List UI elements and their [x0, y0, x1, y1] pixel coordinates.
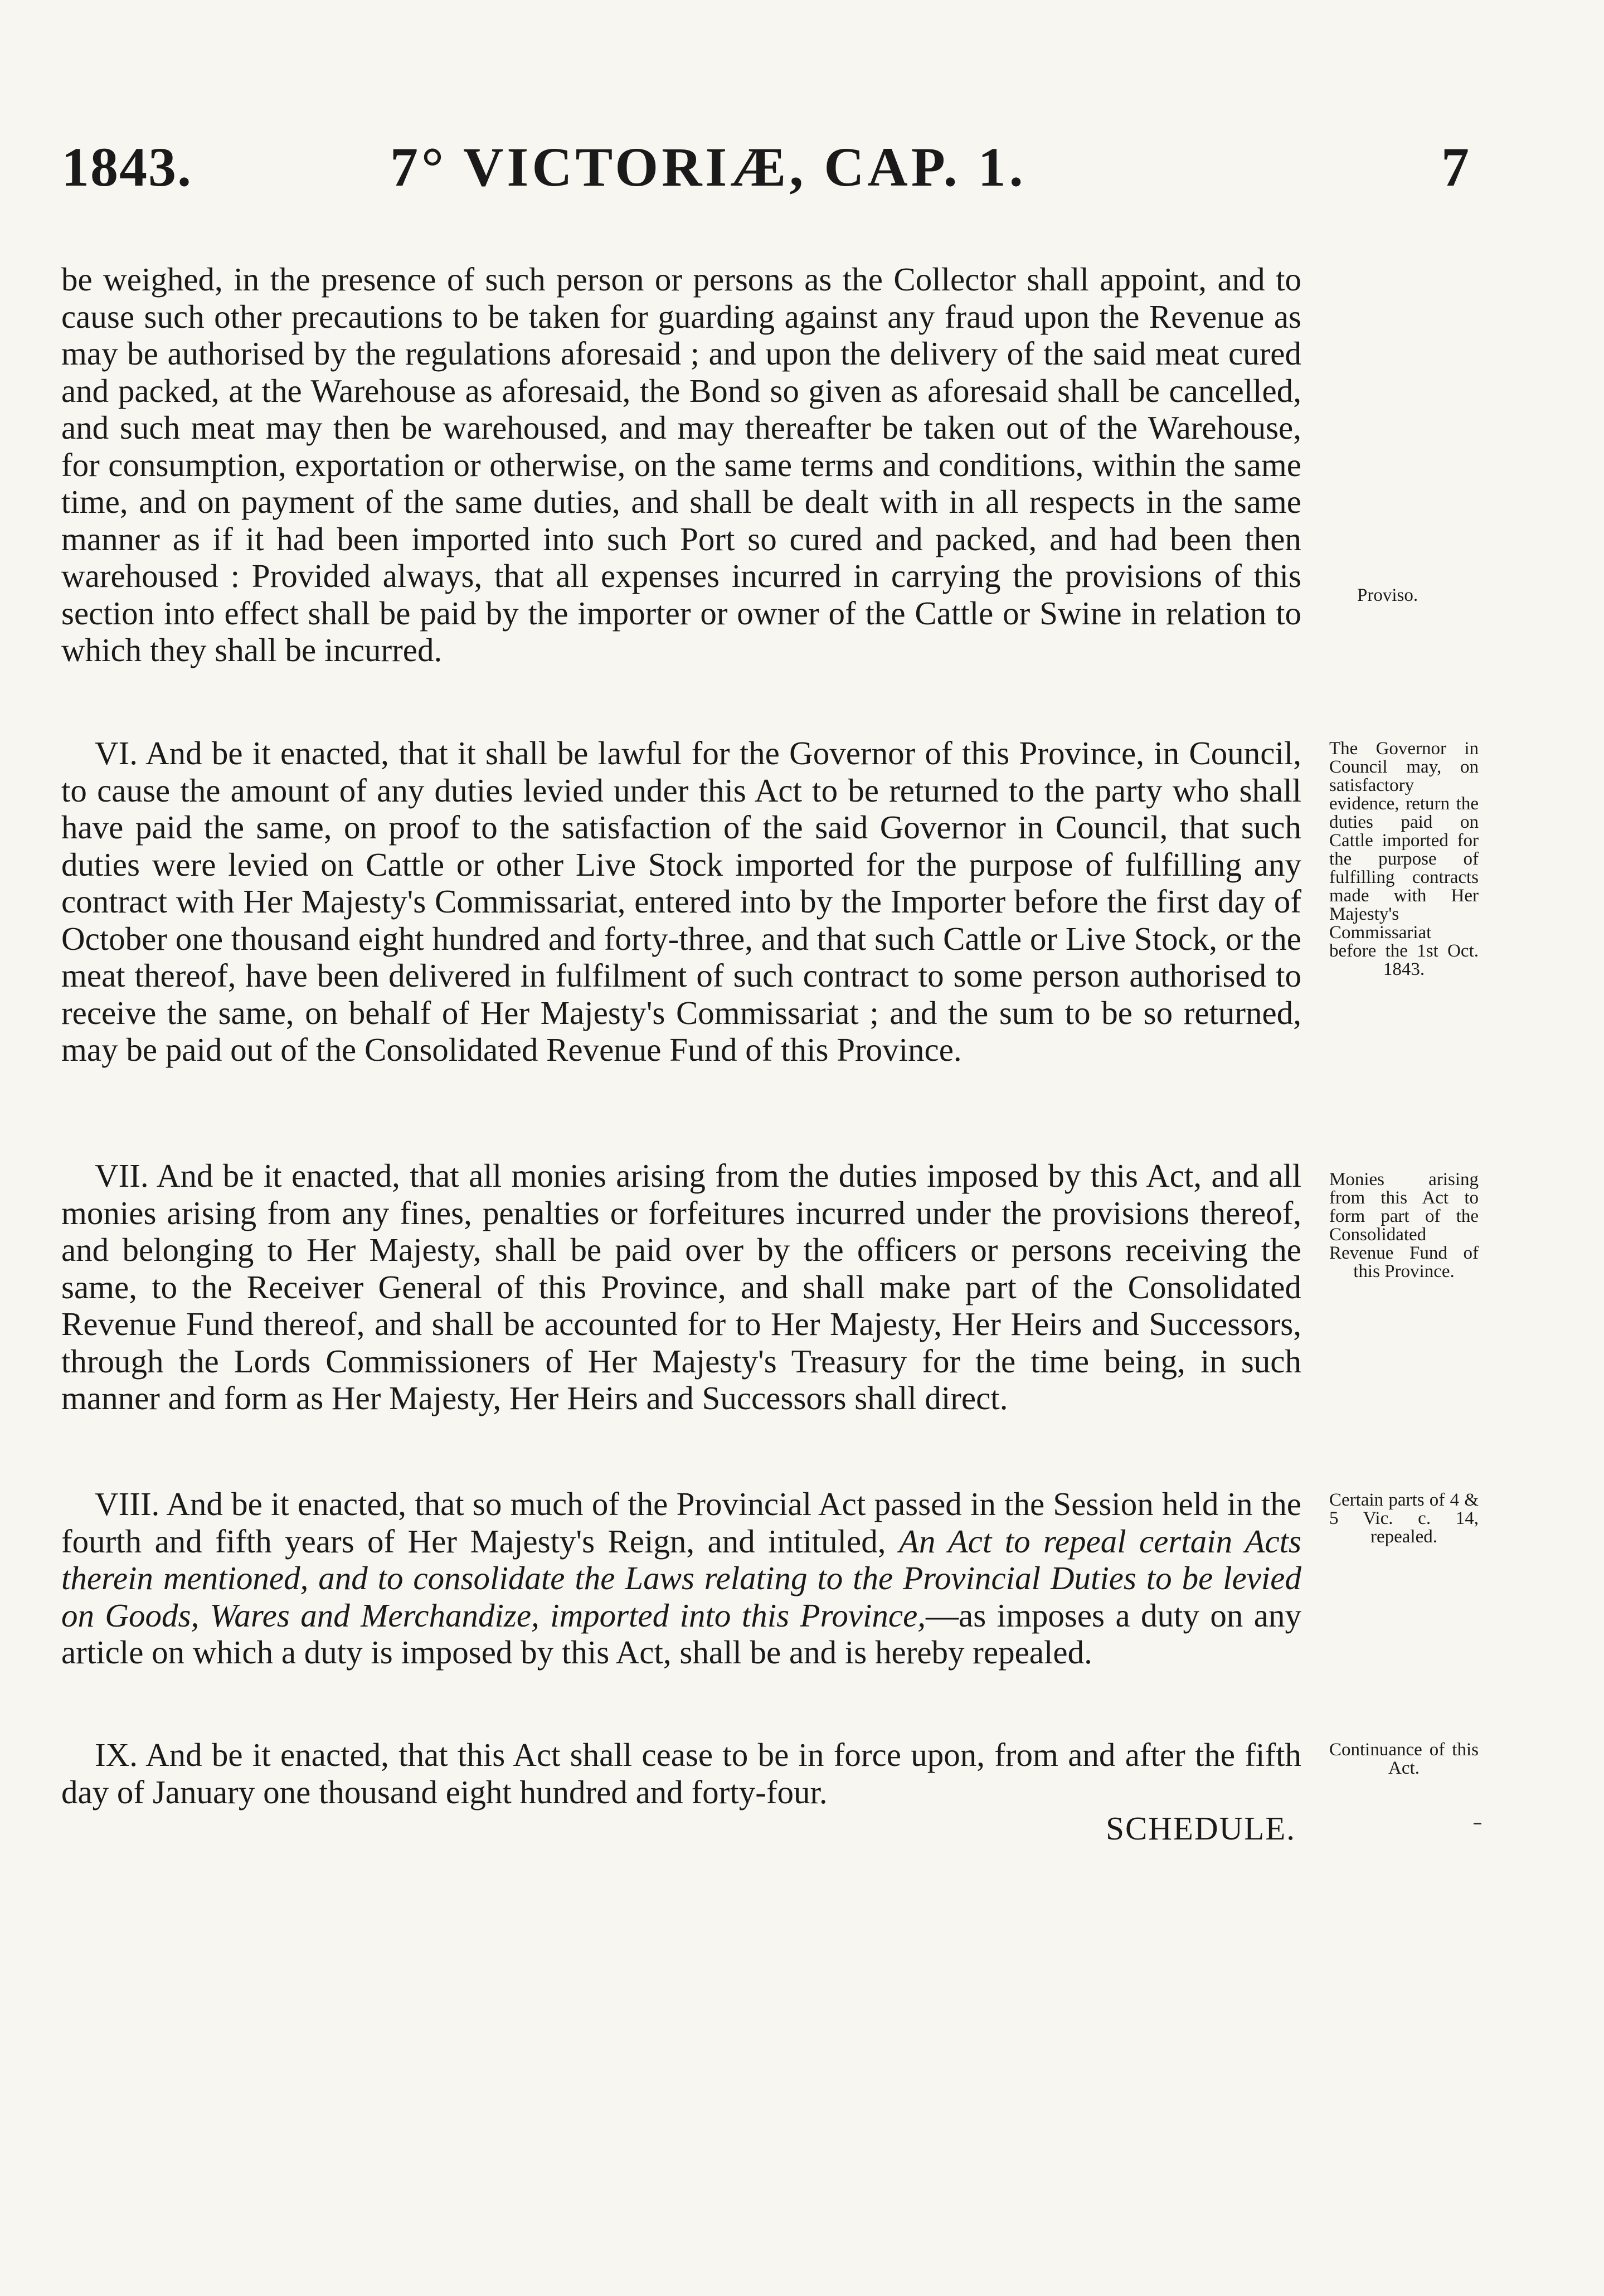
margin-note-section-8: Certain parts of 4 & 5 Vic. c. 14, repealed. — [1329, 1490, 1479, 1547]
continuation-paragraph — [61, 261, 1301, 669]
margin-note-section-6: The Governor in Council may, on satisfactory evidence, return the duties paid on Cattle imported for the purpose of fulfilling contracts made with Her Majesty's Commissariat before the 1st Oct. 1843. — [1329, 739, 1479, 979]
section-7 — [61, 1157, 1301, 1417]
header-title: 7° VICTORIÆ, CAP. 1. — [390, 136, 1027, 198]
section-8-text — [61, 1486, 1301, 1671]
margin-note-section-7: Monies arising from this Act to form part of the Consolidated Revenue Fund of this Province. — [1329, 1169, 1479, 1282]
section-6 — [61, 735, 1301, 1069]
section-8-text-b: —as imposes a duty on any article on which a duty is imposed by this Act, shall be and is hereby repealed. — [61, 1596, 1301, 1671]
schedule-catchword: SCHEDULE. — [1106, 1810, 1296, 1847]
section-7-text: VII. And be it enacted, that all monies arising from the duties imposed by this Act, and all monies arising from any fines, penalties or forfeitures incurred under the provisions thereof, and belonging to Her Majesty, shall be paid over by the officers or persons receiving the same, to the Receiver General of this Province, and shall make part of the Consolidated Revenue Fund thereof, and shall be accounted for to Her Majesty, Her Heirs and Successors, through the Lords Commissioners of Her Majesty's Treasury for the time being, in such manner and form as Her Majesty, Her Heirs and Successors shall direct. — [61, 1157, 1301, 1416]
header-year: 1843. — [61, 136, 192, 198]
repealed-act-title: An Act to repeal certain Acts therein mentioned, and to consolidate the Laws relating to the Provincial Duties to be levied on Goods, Wares and Merchandize, imported into this Province, — [61, 1522, 1302, 1634]
section-6-text: VI. And be it enacted, that it shall be lawful for the Governor of this Province, in Council, to cause the amount of any duties levied under this Act to be returned to the party who shall have paid the same, on proof to the satisfaction of the said Governor in Council, that such duties were levied on Cattle or other Live Stock imported for the purpose of fulfilling any contract with Her Majesty's Commissariat, entered into by the Importer before the first day of October one thousand eight hundred and forty-three, and that such Cattle or Live Stock, or the meat thereof, have been delivered in fulfilment of such contract to some person authorised to receive the same, on behalf of Her Majesty's Commissariat ; and the sum to be so returned, may be paid out of the Consolidated Revenue Fund of this Province. — [61, 735, 1301, 1068]
section-9-text: IX. And be it enacted, that this Act shall cease to be in force upon, from and after the fifth day of January one thousand eight hundred and forty-four. — [61, 1736, 1301, 1810]
page-number: 7 — [1441, 136, 1470, 198]
margin-note-proviso: Proviso. — [1357, 585, 1418, 605]
section-9 — [61, 1736, 1301, 1810]
continuation-text: be weighed, in the presence of such person or persons as the Collector shall appoint, and to cause such other precautions to be taken for guarding against any fraud upon the Revenue as may be authorised by the regulations aforesaid ; and upon the delivery of the said meat cured and packed, at the Warehouse as aforesaid, the Bond so given as aforesaid shall be cancelled, and such meat may then be warehoused, and may thereafter be taken out of the Warehouse, for consumption, exportation or otherwise, on the same terms and conditions, within the same time, and on payment of the same duties, and shall be dealt with in all respects in the same manner as if it had been imported into such Port so cured and packed, and had been then warehoused : Provided always, that all expenses incurred in carrying the provisions of this section into effect shall be paid by the importer or owner of the Cattle or Swine in relation to which they shall be incurred. — [61, 261, 1301, 668]
margin-note-section-9: Continuance of this Act. — [1329, 1740, 1479, 1778]
section-8 — [61, 1486, 1301, 1671]
ink-speck — [1474, 1823, 1481, 1824]
section-8-text-a: VIII. And be it enacted, that so much of the Provincial Act passed in the Session held in the fourth and fifth years of Her Majesty's Reign, and intituled, — [61, 1486, 1301, 1560]
